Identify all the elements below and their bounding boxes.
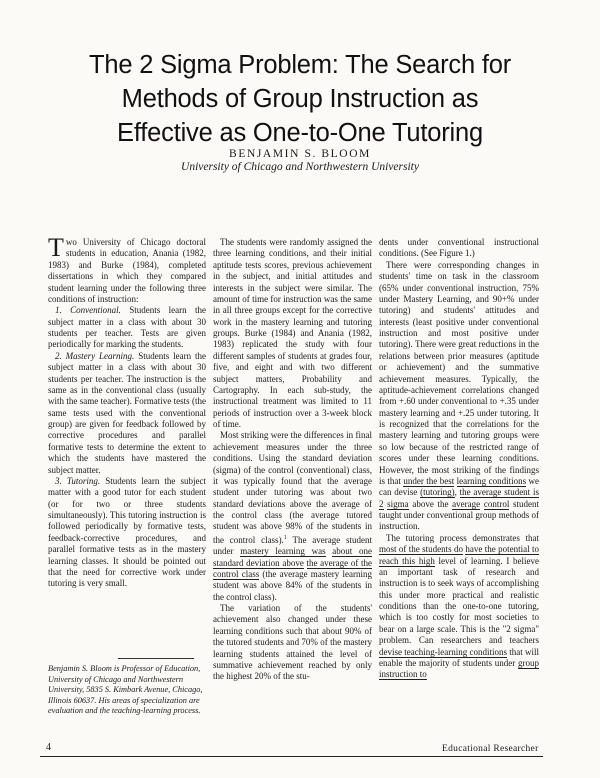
paragraph: Most striking were the differences in final achievement measures under the three conditions. Using the standard deviation (sigma) of the control (conventional) class, it was typically found that the average student under tutoring was about two standard deviations above the average of the control class (the average tutored student was above 98% of the students in the control class).$^1$ The average student under mastery learning was about one standard deviation above the average of the control class (the average mastery learning student was above 84% of the students in the control class). [213, 430, 373, 602]
paragraph: There were corresponding changes in students' time on task in the classroom (65% under conventional instruction, 75% under Mastery Learning, and 90+% under tutoring) and students' attitudes and interests (least positive under conventional instruction and most positive under tutoring). There were great reductions in the relations between prior measures (aptitude or achievement) and the summative achievement measures. Typically, the aptitude-achievement correlations changed from +.60 under conventional to +.35 under mastery learning and +.25 under tutoring. It is recognized that the correlations for the mastery learning and tutoring groups were so low because of the restricted range of scores under these learning conditions. However, the most striking of the findings is that under the best learning conditions we can devise (tutoring), the average student is 2 sigma above the average control student taught under conventional group methods of instruction. [379, 259, 540, 532]
underlined-text: the average of the control class [213, 557, 373, 579]
paragraph: The students were randomly assigned the three learning conditions, and their initial aptitude tests scores, previous achievement in the subject, and initial attitudes and interests in the subject were similar. The amount of time for instruction was the same in all three groups except for the corrective work in the mastery learning and tutoring groups. Burke (1984) and Anania (1982, 1983) replicated the study with four different samples of students at grades four, five, and eight and with two different subject matters, Probability and Cartography. In each sub-study, the instructional treatment was limited to 11 periods of instruction over a 3-week block of time. [213, 237, 372, 429]
author-name: BENJAMIN S. BLOOM [229, 148, 371, 160]
paragraph: The variation of the students' achievement also changed under these learning conditions such that about 90% of the tutored students and 70% of the mastery learning students attained the level of summative achievement reached by only the highest 20% of the stu- [213, 603, 372, 682]
text-column-3 [379, 237, 539, 681]
author-footnote: Benjamin S. Bloom is Professor of Education, University of Chicago and Northwestern University, 5835 S. Kimbark Avenue, Chicago, Illinois 60637. His areas of specialization are evaluation and the teaching-learning process. [48, 664, 203, 715]
title-line-3: Effective as One-to-One Tutoring [117, 119, 483, 147]
journal-name: Educational Researcher [442, 744, 539, 754]
title-line-2: Methods of Group Instruction as [121, 85, 479, 113]
underlined-text: about one standard deviation above [213, 546, 372, 568]
paragraph: 3. Tutoring. Students learn the subject matter with a good tutor for each student (or for two or three students simultaneously). This tutoring instruction is followed periodically by formative tests, feedback-corrective procedures, and parallel formative tests as in the mastery learning classes. It should be pointed out that the need for corrective work under tutoring is very small. [48, 475, 207, 589]
paragraph: 2. Mastery Learning. Students learn the subject matter in a class with about 30 students per teacher. The instruction is the same as in the conventional class (usually with the same teacher). Formative tests (the same tests used with the conventional group) are given for feedback followed by corrective procedures and parallel formative tests to determine the extent to which the students have mastered the subject matter. [48, 350, 206, 475]
underlined-text: have the potential to reach this high [379, 544, 540, 566]
page-number: 4 [46, 742, 51, 753]
underlined-text: control [483, 498, 510, 509]
text-column-2 [213, 237, 372, 683]
paragraph: dents under conventional instructional conditions. (See Figure 1.) [379, 237, 539, 259]
underlined-text: (tutoring) [420, 487, 455, 498]
text-column-1 [48, 233, 207, 590]
underlined-text: under the best [403, 475, 455, 486]
author-affiliation: University of Chicago and Northwestern University [181, 161, 419, 173]
paragraph: The tutoring process demonstrates that most of the students do have the potential to reach this high level of learning. I believe an important task of research and instruction is to seek ways of accomplishing this under more practical and realistic conditions than the one-to-one tutoring, which is too costly for most societies to bear on a large scale. This is the "2 sigma" problem. Can researchers and teachers devise teaching-learning conditions that will enable the majority of students under group instruction to [379, 532, 540, 680]
underlined-text: mastery learning was [240, 546, 326, 557]
underlined-text: sigma [387, 498, 409, 509]
underlined-text: learning conditions [456, 475, 527, 486]
underlined-text: average [452, 498, 481, 509]
footer-rule [40, 756, 543, 757]
paragraph: Two University of Chicago doctoral students in education, Anania (1982, 1983) and Burke (1984), completed dissertations in which they compared student learning under the following three conditions of instruction: [48, 233, 206, 304]
underlined-text: the average student is 2 [379, 487, 539, 509]
title-line-1: The 2 Sigma Problem: The Search for [89, 51, 511, 79]
underlined-text: devise teaching-learning conditions [379, 646, 507, 657]
paragraph: 1. Conventional. Students learn the subject matter in a class with about 30 students per teacher. Tests are given periodically for marking the students. [48, 305, 206, 350]
drop-cap: T [48, 233, 64, 262]
footnote-marker: 1 [283, 534, 287, 541]
article-title [30, 48, 570, 150]
underlined-text: most of the students do [379, 544, 464, 555]
underlined-text: group instruction to [379, 657, 539, 680]
footnote-divider [118, 658, 194, 659]
